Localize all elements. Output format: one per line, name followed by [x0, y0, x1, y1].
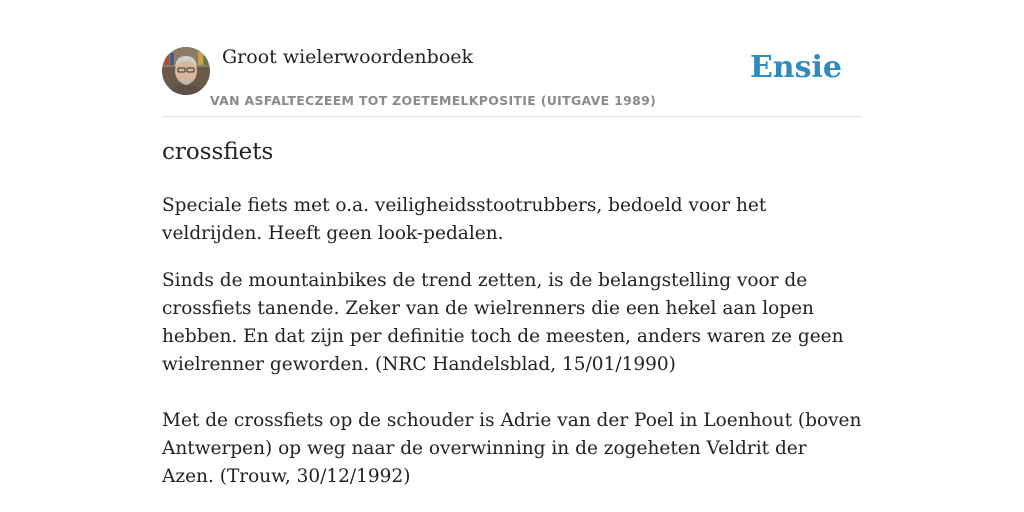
book-title[interactable]: Groot wielerwoordenboek	[222, 46, 474, 68]
book-subtitle: VAN ASFALTECZEEM TOT ZOETEMELKPOSITIE (UITGAVE 1989)	[210, 93, 657, 108]
entry-quote-1: Sinds de mountainbikes de trend zetten, is de belangstelling voor de crossfiets tanende. Zeker van de wielrenners die een hekel aan lopen hebben. En dat zijn per definitie toch de meesten, anders waren ze geen wielrenner geworden. (NRC Handelsblad, 15/01/1990)	[162, 270, 844, 375]
entry-definition: Speciale fiets met o.a. veiligheidsstootrubbers, bedoeld voor het veldrijden. Heeft geen look-pedalen.	[162, 195, 767, 244]
author-photo-icon	[162, 47, 210, 95]
ensie-logo-link[interactable]: Ensie	[749, 50, 842, 85]
author-avatar[interactable]	[162, 47, 210, 95]
entry-quote-2: Met de crossfiets op de schouder is Adrie van der Poel in Loenhout (boven Antwerpen) op weg naar de overwinning in de zogeheten Veldrit der Azen. (Trouw, 30/12/1992)	[162, 410, 862, 487]
header	[162, 46, 862, 117]
entry-term: crossfiets	[162, 139, 274, 165]
